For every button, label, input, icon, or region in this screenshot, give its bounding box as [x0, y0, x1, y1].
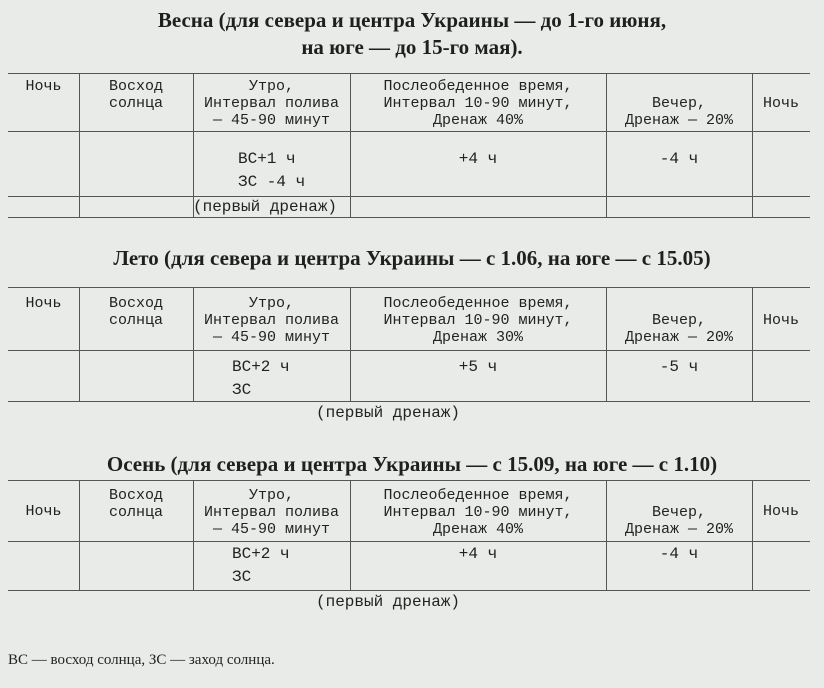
spring-header-night-right: Ночь: [762, 95, 799, 112]
spring-header-morning-2: Интервал полива: [203, 95, 340, 112]
summer-header-morning-3: — 45-90 минут: [212, 329, 331, 346]
autumn-header-night-left: Ночь: [25, 503, 62, 520]
spring-header-afternoon-3: Дренаж 40%: [432, 112, 523, 129]
summer-header-morning-1: Утро,: [248, 295, 294, 312]
autumn-header-morning-1: Утро,: [248, 487, 294, 504]
autumn-table-bottom-border: [8, 590, 810, 591]
summer-header-night-right: Ночь: [762, 312, 799, 329]
autumn-table-top-border: [8, 480, 810, 481]
spring-first-drainage-note: (первый дренаж): [193, 198, 338, 216]
summer-table-bottom-border: [8, 401, 810, 402]
autumn-header-afternoon-1: Послеобеденное время,: [383, 487, 573, 504]
autumn-header-evening-1: Вечер,: [651, 504, 706, 521]
autumn-header-afternoon-2: Интервал 10-90 минут,: [383, 504, 573, 521]
spring-header-afternoon-1: Послеобеденное время,: [383, 78, 573, 95]
spring-table-bottom-border: [8, 217, 810, 218]
spring-header-sunrise-1: Восход: [108, 78, 163, 95]
summer-morning-value-1: ВС+2 ч: [232, 358, 290, 376]
summer-title: Лето (для севера и центра Украины — с 1.06, на юге — с 15.05): [113, 246, 711, 270]
autumn-morning-value-2: ЗС: [232, 568, 252, 586]
spring-header-evening-1: Вечер,: [651, 95, 706, 112]
summer-col-divider: [752, 287, 753, 401]
autumn-afternoon-value: +4 ч: [458, 545, 498, 563]
summer-evening-value: -5 ч: [659, 358, 699, 376]
autumn-title: Осень (для севера и центра Украины — с 15.09, на юге — с 1.10): [106, 452, 718, 476]
summer-morning-value-2: ЗС: [232, 381, 252, 399]
spring-morning-value-1: ВС+1 ч: [238, 150, 296, 168]
autumn-header-night-right: Ночь: [762, 503, 799, 520]
summer-header-morning-2: Интервал полива: [203, 312, 340, 329]
spring-morning-value-2: ЗС -4 ч: [238, 173, 306, 191]
summer-header-afternoon-2: Интервал 10-90 минут,: [383, 312, 573, 329]
spring-evening-value: -4 ч: [659, 150, 699, 168]
summer-header-night-left: Ночь: [25, 295, 62, 312]
spring-title-line2: на юге — до 15-го мая).: [301, 35, 523, 59]
autumn-table-header-border: [8, 541, 810, 542]
summer-table-top-border: [8, 287, 810, 288]
autumn-header-sunrise-1: Восход: [108, 487, 163, 504]
autumn-header-morning-2: Интервал полива: [203, 504, 340, 521]
spring-header-morning-1: Утро,: [248, 78, 294, 95]
summer-header-evening-1: Вечер,: [651, 312, 706, 329]
summer-first-drainage-note: (первый дренаж): [315, 404, 461, 422]
summer-table-header-border: [8, 350, 810, 351]
autumn-header-evening-2: Дренаж — 20%: [624, 521, 734, 538]
spring-title-line1: Весна (для севера и центра Украины — до 1-го июня,: [157, 8, 667, 32]
autumn-header-morning-3: — 45-90 минут: [212, 521, 331, 538]
spring-table-row-border: [8, 196, 810, 197]
autumn-evening-value: -4 ч: [659, 545, 699, 563]
autumn-header-sunrise-2: солнца: [108, 504, 163, 521]
summer-header-afternoon-3: Дренаж 30%: [432, 329, 523, 346]
summer-header-sunrise-2: солнца: [108, 312, 163, 329]
spring-header-sunrise-2: солнца: [108, 95, 163, 112]
autumn-col-divider: [752, 480, 753, 590]
spring-header-afternoon-2: Интервал 10-90 минут,: [383, 95, 573, 112]
spring-header-night-left: Ночь: [25, 78, 62, 95]
summer-header-afternoon-1: Послеобеденное время,: [383, 295, 573, 312]
summer-afternoon-value: +5 ч: [458, 358, 498, 376]
spring-header-evening-2: Дренаж — 20%: [624, 112, 734, 129]
spring-table-top-border: [8, 73, 810, 74]
autumn-morning-value-1: ВС+2 ч: [232, 545, 290, 563]
summer-header-evening-2: Дренаж — 20%: [624, 329, 734, 346]
summer-header-sunrise-1: Восход: [108, 295, 163, 312]
autumn-header-afternoon-3: Дренаж 40%: [432, 521, 523, 538]
autumn-first-drainage-note: (первый дренаж): [315, 593, 461, 611]
spring-header-morning-3: — 45-90 минут: [212, 112, 331, 129]
spring-afternoon-value: +4 ч: [458, 150, 498, 168]
spring-table-header-border: [8, 131, 810, 132]
abbreviation-footnote: ВС — восход солнца, ЗС — заход солнца.: [8, 652, 275, 668]
